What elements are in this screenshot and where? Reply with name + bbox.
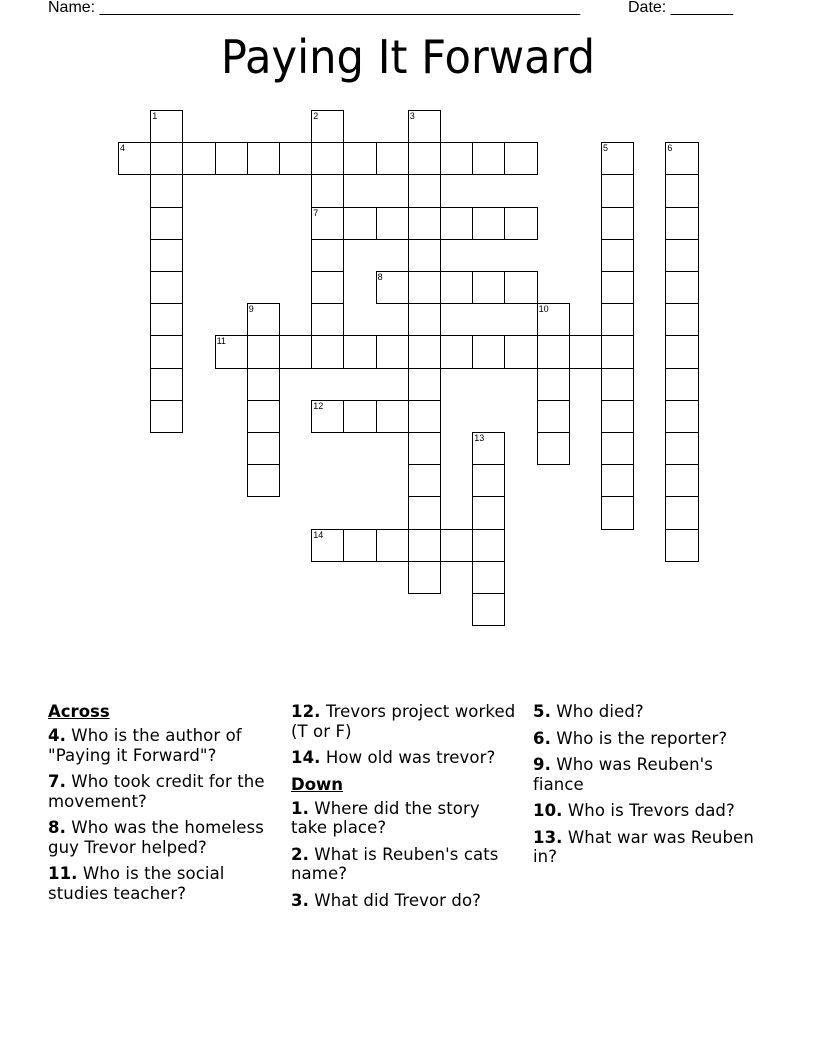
- clue-text: Who was Reuben's fiance: [533, 755, 714, 794]
- grid-cell[interactable]: [247, 432, 280, 465]
- grid-cell[interactable]: [343, 400, 376, 433]
- grid-cell[interactable]: [440, 335, 473, 368]
- grid-cell[interactable]: [665, 335, 698, 368]
- grid-cell[interactable]: [376, 335, 409, 368]
- grid-cell[interactable]: [601, 239, 634, 272]
- clue-across-4: [48, 726, 278, 765]
- grid-cell[interactable]: [311, 142, 344, 175]
- grid-cell[interactable]: [601, 174, 634, 207]
- grid-cell[interactable]: [311, 174, 344, 207]
- clue-number: 7.: [48, 772, 66, 791]
- cell-number: 8: [377, 272, 383, 282]
- grid-cell[interactable]: [408, 110, 441, 143]
- clue-text: Where did the story take place?: [291, 798, 480, 837]
- grid-cell[interactable]: [247, 303, 280, 336]
- grid-cell[interactable]: [311, 400, 344, 433]
- grid-cell[interactable]: [247, 368, 280, 401]
- grid-cell[interactable]: [247, 400, 280, 433]
- grid-cell[interactable]: [343, 529, 376, 562]
- clue-across-11: [48, 864, 278, 903]
- across-heading: Across: [48, 702, 110, 721]
- clue-number: 4.: [48, 726, 66, 745]
- grid-cell[interactable]: [182, 142, 215, 175]
- grid-cell[interactable]: [440, 142, 473, 175]
- grid-cell[interactable]: [343, 142, 376, 175]
- grid-cell[interactable]: [311, 239, 344, 272]
- grid-cell[interactable]: [472, 207, 505, 240]
- clue-down-2: [291, 845, 521, 884]
- clue-across-12: [291, 702, 521, 741]
- grid-cell[interactable]: [215, 142, 248, 175]
- grid-cell[interactable]: [408, 335, 441, 368]
- clue-text: What is Reuben's cats name?: [291, 844, 499, 883]
- cell-number: 3: [409, 111, 415, 121]
- clue-text: Who died?: [550, 702, 644, 721]
- grid-cell[interactable]: [408, 561, 441, 594]
- clue-across-7: [48, 772, 278, 811]
- clue-text: How old was trevor?: [320, 748, 496, 767]
- grid-cell[interactable]: [247, 142, 280, 175]
- grid-cell[interactable]: [569, 335, 602, 368]
- grid-cell[interactable]: [408, 239, 441, 272]
- grid-cell[interactable]: [279, 335, 312, 368]
- grid-cell[interactable]: [408, 271, 441, 304]
- cell-number: 4: [120, 143, 126, 154]
- grid-cell[interactable]: [665, 271, 698, 304]
- grid-cell[interactable]: [665, 400, 698, 433]
- grid-cell[interactable]: [601, 496, 634, 529]
- grid-cell[interactable]: [440, 529, 473, 562]
- grid-cell[interactable]: [376, 207, 409, 240]
- grid-cell[interactable]: [279, 142, 312, 175]
- clue-text: Who is the social studies teacher?: [48, 864, 225, 903]
- grid-cell[interactable]: [665, 303, 698, 336]
- clue-text: Who was the homeless guy Trevor helped?: [48, 818, 264, 857]
- clue-number: 5.: [533, 702, 551, 721]
- clue-number: 9.: [533, 755, 551, 774]
- grid-cell[interactable]: [504, 142, 537, 175]
- clue-column-2: [291, 702, 521, 917]
- grid-cell[interactable]: [150, 271, 183, 304]
- grid-cell[interactable]: [408, 142, 441, 175]
- grid-cell[interactable]: [472, 464, 505, 497]
- clue-text: Who took credit for the movement?: [48, 772, 265, 811]
- grid-cell[interactable]: [150, 110, 183, 143]
- clue-number: 14.: [291, 748, 321, 767]
- grid-cell[interactable]: [408, 464, 441, 497]
- cell-number: 11: [216, 336, 226, 347]
- grid-cell[interactable]: [472, 432, 505, 465]
- grid-cell[interactable]: [311, 529, 344, 562]
- grid-cell[interactable]: [665, 496, 698, 529]
- grid-cell[interactable]: [504, 335, 537, 368]
- grid-cell[interactable]: [601, 368, 634, 401]
- clue-text: Who is the author of "Paying it Forward"?: [48, 726, 242, 765]
- grid-cell[interactable]: [311, 207, 344, 240]
- grid-cell[interactable]: [440, 271, 473, 304]
- clue-down-3: [291, 891, 521, 911]
- cell-number: 14: [313, 529, 324, 540]
- grid-cell[interactable]: [504, 271, 537, 304]
- grid-cell[interactable]: [472, 335, 505, 368]
- grid-cell[interactable]: [215, 335, 248, 368]
- grid-cell[interactable]: [472, 593, 505, 626]
- grid-cell[interactable]: [408, 303, 441, 336]
- clue-number: 11.: [48, 864, 78, 883]
- grid-cell[interactable]: [537, 400, 570, 433]
- grid-cell[interactable]: [665, 432, 698, 465]
- clue-across-14: [291, 748, 521, 768]
- clues-section: [48, 702, 788, 962]
- grid-cell[interactable]: [150, 400, 183, 433]
- clue-text: Who is Trevors dad?: [562, 801, 735, 820]
- grid-cell[interactable]: [150, 142, 183, 175]
- grid-cell[interactable]: [601, 142, 634, 175]
- grid-cell[interactable]: [601, 207, 634, 240]
- cell-number: 1: [152, 111, 158, 121]
- clue-across-8: [48, 818, 278, 857]
- date-field-line[interactable]: Date: _______: [628, 0, 733, 16]
- grid-cell[interactable]: [408, 432, 441, 465]
- grid-cell[interactable]: [472, 142, 505, 175]
- clue-text: What did Trevor do?: [308, 890, 482, 910]
- clue-down-6: [533, 729, 763, 749]
- cell-number: 13: [474, 433, 485, 443]
- cell-number: 9: [248, 304, 254, 315]
- name-field-line[interactable]: Name: ______________________________________________________: [48, 0, 581, 16]
- grid-cell[interactable]: [150, 239, 183, 272]
- grid-cell[interactable]: [408, 400, 441, 433]
- grid-cell[interactable]: [665, 239, 698, 272]
- grid-cell[interactable]: [311, 110, 344, 143]
- grid-cell[interactable]: [665, 142, 698, 175]
- grid-cell[interactable]: [408, 174, 441, 207]
- cell-number: 10: [538, 304, 549, 315]
- grid-cell[interactable]: [343, 335, 376, 368]
- clue-number: 8.: [48, 818, 66, 837]
- cell-number: 5: [603, 143, 609, 154]
- grid-cell[interactable]: [601, 271, 634, 304]
- clue-column-1: [48, 702, 278, 910]
- grid-cell[interactable]: [665, 529, 698, 562]
- grid-cell[interactable]: [504, 207, 537, 240]
- cell-number: 2: [313, 111, 319, 121]
- clue-down-10: [533, 801, 763, 821]
- grid-cell[interactable]: [376, 529, 409, 562]
- grid-cell[interactable]: [665, 368, 698, 401]
- clue-down-5: [533, 702, 763, 722]
- clue-number: 2.: [291, 844, 309, 864]
- clue-number: 10.: [533, 801, 563, 820]
- grid-cell[interactable]: [537, 303, 570, 336]
- grid-cell[interactable]: [601, 335, 634, 368]
- clue-column-3: [533, 702, 763, 874]
- grid-cell[interactable]: [376, 142, 409, 175]
- grid-cell[interactable]: [247, 464, 280, 497]
- grid-cell[interactable]: [665, 464, 698, 497]
- clue-number: 1.: [291, 798, 309, 818]
- grid-cell[interactable]: [537, 432, 570, 465]
- grid-cell[interactable]: [150, 207, 183, 240]
- cell-number: 7: [313, 207, 319, 218]
- grid-cell[interactable]: [601, 464, 634, 497]
- grid-cell[interactable]: [376, 271, 409, 304]
- grid-cell[interactable]: [150, 335, 183, 368]
- grid-cell[interactable]: [311, 303, 344, 336]
- grid-cell[interactable]: [665, 174, 698, 207]
- clue-number: 13.: [533, 827, 563, 847]
- grid-cell[interactable]: [150, 368, 183, 401]
- down-heading: Down: [291, 774, 344, 794]
- clue-down-1: [291, 799, 521, 838]
- grid-cell[interactable]: [408, 368, 441, 401]
- grid-cell[interactable]: [408, 207, 441, 240]
- grid-cell[interactable]: [472, 529, 505, 562]
- clue-down-9: [533, 755, 763, 794]
- grid-cell[interactable]: [537, 335, 570, 368]
- grid-cell[interactable]: [665, 207, 698, 240]
- clue-number: 3.: [291, 890, 309, 910]
- grid-cell[interactable]: [472, 561, 505, 594]
- grid-cell[interactable]: [601, 303, 634, 336]
- clue-text: Trevors project worked (T or F): [291, 702, 516, 741]
- cell-number: 12: [313, 400, 324, 411]
- cell-number: 6: [667, 143, 673, 154]
- grid-cell[interactable]: [311, 271, 344, 304]
- grid-cell[interactable]: [376, 400, 409, 433]
- grid-cell[interactable]: [537, 368, 570, 401]
- clue-down-13: [533, 828, 763, 867]
- grid-cell[interactable]: [118, 142, 151, 175]
- clue-number: 12.: [291, 702, 321, 721]
- grid-cell[interactable]: [440, 207, 473, 240]
- grid-cell[interactable]: [408, 496, 441, 529]
- grid-cell[interactable]: [472, 271, 505, 304]
- grid-cell[interactable]: [150, 174, 183, 207]
- clue-text: Who is the reporter?: [550, 728, 728, 748]
- grid-cell[interactable]: [601, 432, 634, 465]
- grid-cell[interactable]: [150, 303, 183, 336]
- grid-cell[interactable]: [311, 335, 344, 368]
- grid-cell[interactable]: [408, 529, 441, 562]
- page-title: Paying It Forward: [220, 30, 596, 84]
- grid-cell[interactable]: [343, 207, 376, 240]
- grid-cell[interactable]: [247, 335, 280, 368]
- clue-text: What war was Reuben in?: [533, 827, 754, 866]
- grid-cell[interactable]: [472, 496, 505, 529]
- clue-number: 6.: [533, 728, 551, 748]
- grid-cell[interactable]: [601, 400, 634, 433]
